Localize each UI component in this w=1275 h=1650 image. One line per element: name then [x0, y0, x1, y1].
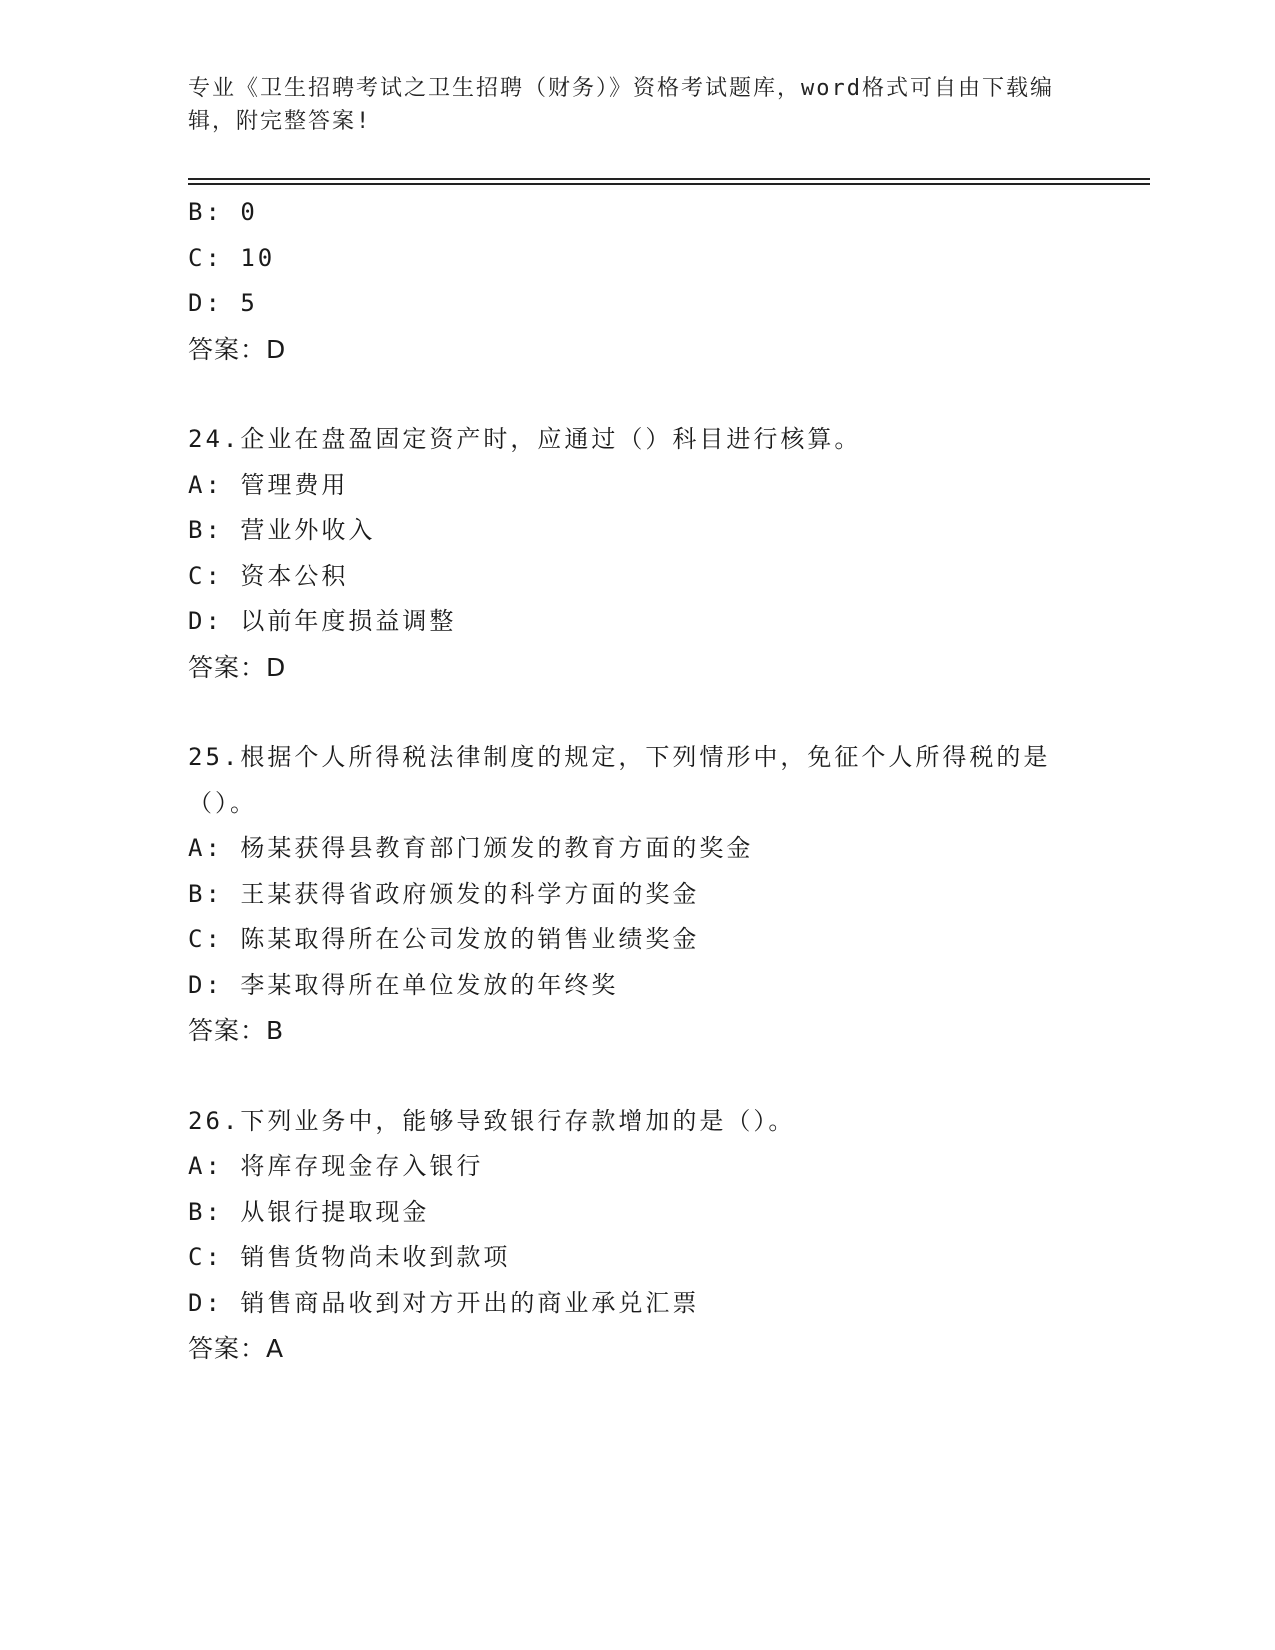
- answer-line: 答案：D: [188, 652, 287, 682]
- answer-line: 答案：B: [188, 1016, 285, 1045]
- option-a: A: 管理费用: [188, 470, 349, 499]
- option-a: A: 将库存现金存入银行: [188, 1152, 484, 1180]
- option-b: B: 0: [188, 198, 258, 226]
- option-b: B: 从银行提取现金: [188, 1197, 430, 1226]
- header-divider-bottom: [188, 183, 1150, 185]
- option-d: D: 以前年度损益调整: [188, 607, 457, 635]
- option-c: C: 10: [188, 243, 276, 272]
- question-25: [188, 735, 1088, 1054]
- header-divider-top: [188, 178, 1150, 180]
- option-d: D: 销售商品收到对方开出的商业承兑汇票: [188, 1288, 700, 1317]
- question-stem: 25.根据个人所得税法律制度的规定，下列情形中，免征个人所得税的是（）。: [188, 743, 1051, 817]
- page-header: 专业《卫生招聘考试之卫生招聘（财务）》资格考试题库，word格式可自由下载编辑，附完整答案!: [188, 76, 1054, 134]
- option-b: B: 王某获得省政府颁发的科学方面的奖金: [188, 879, 700, 908]
- option-a: A: 杨某获得县教育部门颁发的教育方面的奖金: [188, 834, 754, 862]
- option-b: B: 营业外收入: [188, 516, 376, 544]
- option-c: C: 资本公积: [188, 561, 349, 590]
- option-c: C: 陈某取得所在公司发放的销售业绩奖金: [188, 925, 700, 953]
- question-26: [188, 1099, 1088, 1372]
- option-d: D: 李某取得所在单位发放的年终奖: [188, 970, 619, 999]
- question-23-continued: [188, 190, 1088, 372]
- question-stem: 26.下列业务中，能够导致银行存款增加的是（）。: [188, 1106, 796, 1135]
- question-list: [188, 190, 1088, 1372]
- answer-line: 答案：A: [188, 1334, 285, 1363]
- question-24: [188, 417, 1088, 690]
- answer-line: 答案：D: [188, 334, 287, 364]
- question-stem: 24.企业在盘盈固定资产时，应通过（）科目进行核算。: [188, 425, 862, 453]
- option-c: C: 销售货物尚未收到款项: [188, 1243, 511, 1271]
- option-d: D: 5: [188, 289, 258, 317]
